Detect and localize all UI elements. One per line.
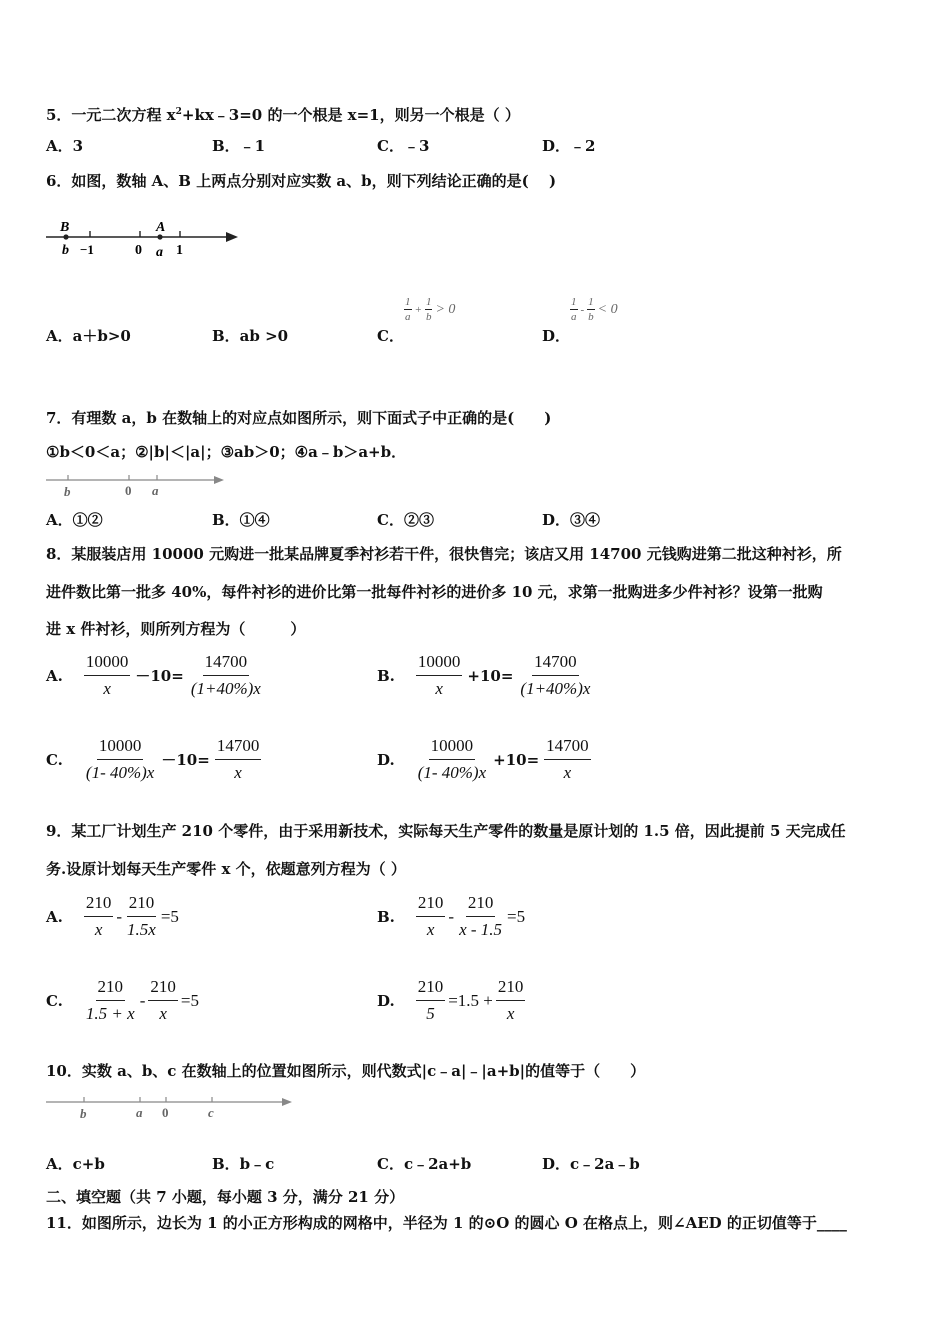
q9-stem-line2: 务.设原计划每天生产零件 x 个，依题意列方程为（ ） (46, 860, 406, 878)
q11-stem: 11．如图所示，边长为 1 的小正方形构成的网格中，半径为 1 的⊙O 的圆心 O 在格点上，则∠AED 的正切值等于____ (46, 1214, 847, 1232)
q10-option-d: D．c﹣2a﹣b (542, 1155, 640, 1173)
label-B: B (60, 220, 70, 235)
q7-option-d: D．③④ (542, 511, 601, 529)
q8-option-d: D. $\frac{10000}{(1- 40\%)x}$ +10= $\frac{14700}{x}$ (377, 736, 589, 782)
q7-number-line (44, 468, 228, 500)
label-zero: 0 (125, 483, 132, 498)
q6-c-expression: $\frac{1}{a}$ + $\frac{1}{b}$ > 0 (405, 296, 456, 323)
q9-option-d: D. $\frac{210}{5}$ =1.5 + $\frac{210}{x}$ (377, 977, 524, 1023)
q10-option-b: B．b﹣c (212, 1155, 275, 1173)
q8-option-c: C. $\frac{10000}{(1- 40\%)x}$ －10= $\frac{14700}{x}$ (46, 736, 260, 782)
label-minus-one: −1 (80, 242, 94, 257)
q5-stem: 5．一元二次方程 $x^2+kx﹣3=0$ 的一个根是 x=1，则另一个根是（ ） (46, 106, 520, 124)
q8-stem-line2: 进件数比第一批多 40%，每件衬衫的进价比第一批每件衬衫的进价多 10 元，求第一批购进多少件衬衫？设第一批购 (46, 583, 823, 601)
q9-option-a: A. $\frac{210}{x}$ - $\frac{210}{1.5x}$ =5 (46, 893, 179, 939)
q8-option-a: A. $\frac{10000}{x}$ －10= $\frac{14700}{(1+40\%)x}$ (46, 652, 261, 698)
q8-stem-line3: 进 x 件衬衫，则所列方程为（ ） (46, 620, 306, 638)
q6-number-line (44, 216, 240, 262)
q5-option-d: D．﹣2 (542, 137, 596, 155)
q6-d-expression: $\frac{1}{a}$ - $\frac{1}{b}$ < 0 (571, 296, 618, 323)
q7-option-b: B．①④ (212, 511, 270, 529)
q10-option-a: A．c+b (46, 1155, 105, 1173)
q5-option-c: C．﹣3 (377, 137, 430, 155)
q9-stem-line1: 9．某工厂计划生产 210 个零件，由于采用新技术，实际每天生产零件的数量是原计划的 1.5 倍，因此提前 5 天完成任 (46, 822, 846, 840)
q7-option-c: C．②③ (377, 511, 434, 529)
q6-option-a: A．a＋b>0 (46, 327, 131, 345)
label-a: a (156, 245, 163, 260)
label-A: A (156, 220, 166, 235)
q5-option-b: B．﹣1 (212, 137, 266, 155)
label-zero: 0 (135, 243, 142, 258)
label-b: b (64, 484, 71, 499)
section-2-heading: 二、填空题（共 7 小题，每小题 3 分，满分 21 分） (46, 1188, 405, 1206)
q6-option-d: D． (542, 327, 571, 345)
q7-option-a: A．①② (46, 511, 103, 529)
q9-option-b: B. $\frac{210}{x}$ - $\frac{210}{x - 1.5}$ =5 (377, 893, 526, 939)
q8-option-b: B. $\frac{10000}{x}$ +10= $\frac{14700}{(1+40\%)x}$ (377, 652, 591, 698)
arrow-icon (282, 1098, 292, 1106)
label-b: b (80, 1106, 87, 1121)
q8-stem-line1: 8．某服装店用 10000 元购进一批某品牌夏季衬衫若干件，很快售完；该店又用 14700 元钱购进第二批这种衬衫，所 (46, 545, 842, 563)
point-a (157, 234, 162, 239)
q10-stem: 10．实数 a、b、c 在数轴上的位置如图所示，则代数式|c﹣a|﹣|a+b|的值等于（ ） (46, 1062, 646, 1080)
q7-conditions: ①b＜0＜a；②|b|＜|a|；③ab＞0；④a﹣b＞a+b． (46, 443, 407, 461)
q10-number-line (44, 1090, 296, 1124)
label-b: b (62, 243, 69, 258)
label-c: c (208, 1105, 214, 1120)
label-one: 1 (176, 243, 183, 258)
q9-option-c: C. $\frac{210}{1.5 + x}$ - $\frac{210}{x}$ =5 (46, 977, 199, 1023)
q10-option-c: C．c﹣2a+b (377, 1155, 472, 1173)
point-b (63, 234, 68, 239)
label-a: a (152, 483, 159, 498)
q6-option-c: C． (377, 327, 404, 345)
q5-option-a: A．3 (46, 137, 84, 155)
arrow-icon (214, 476, 224, 484)
q6-stem: 6．如图，数轴 A、B 上两点分别对应实数 a、b，则下列结论正确的是( ) (46, 172, 557, 190)
q6-option-b: B．ab >0 (212, 327, 289, 345)
label-a: a (136, 1105, 143, 1120)
label-zero: 0 (162, 1105, 169, 1120)
arrow-icon (226, 232, 238, 242)
q7-stem: 7．有理数 a，b 在数轴上的对应点如图所示，则下面式子中正确的是( ) (46, 409, 552, 427)
